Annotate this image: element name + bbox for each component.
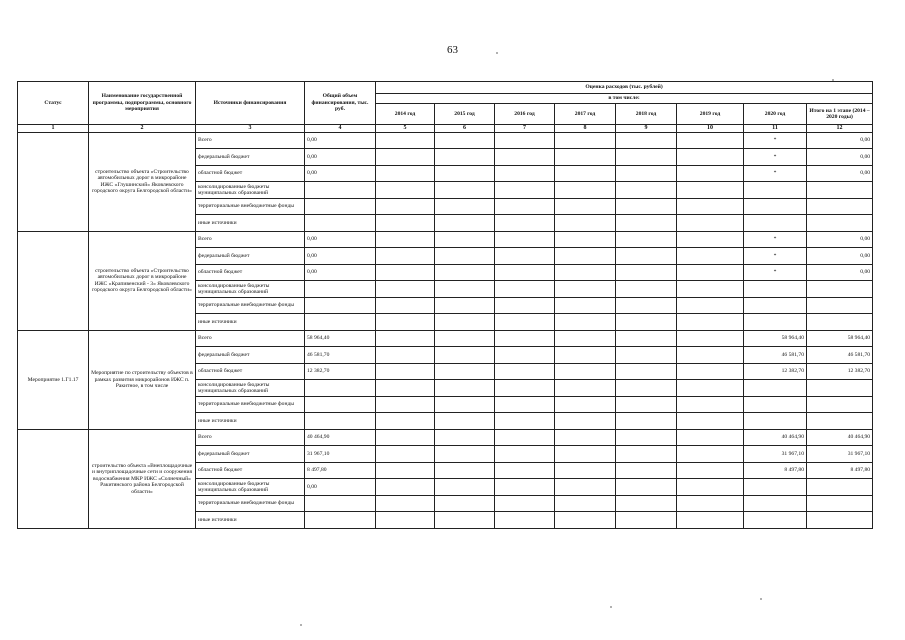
row-total [305, 380, 376, 397]
row-source: территориальные внебюджетные фонды [196, 495, 305, 512]
row-stage-total [807, 495, 873, 512]
row-stage-total [807, 479, 873, 496]
header-estimate: Оценка расходов (тыс. рублей) [376, 82, 873, 94]
row-source: иные источники [196, 314, 305, 331]
year-cell [616, 363, 677, 380]
year-cell [376, 281, 435, 298]
row-stage-total: 40 464,90 [807, 429, 873, 446]
year-cell [435, 149, 495, 166]
year-cell [376, 479, 435, 496]
year-cell [495, 479, 555, 496]
year-cell [677, 429, 744, 446]
row-source: консолидированные бюджеты муниципальных образований [196, 182, 305, 199]
year-cell [495, 330, 555, 347]
row-name: строительство объекта «Строительство автомобильных дорог в микрорайоне ИЖС «Крапивенский - 3» Яковлевского городского округа Белгородской области» [89, 231, 196, 330]
year-cell [555, 396, 616, 413]
year-cell [616, 479, 677, 496]
year-cell [435, 165, 495, 182]
row-total [305, 182, 376, 199]
year-cell [555, 330, 616, 347]
row-total: 0,00 [305, 264, 376, 281]
year-cell [677, 462, 744, 479]
year-cell [376, 347, 435, 364]
year-cell [376, 413, 435, 430]
year-cell [555, 363, 616, 380]
header-including: в том числе: [376, 94, 873, 104]
header-name: Наименование государственной программы, подпрограммы, основного мероприятия [89, 82, 196, 125]
header-status: Статус [18, 82, 89, 125]
row-source: территориальные внебюджетные фонды [196, 396, 305, 413]
row-2020: 8 497,80 [744, 462, 807, 479]
row-2020: * [744, 264, 807, 281]
year-cell [677, 231, 744, 248]
year-cell [555, 347, 616, 364]
year-cell [495, 495, 555, 512]
year-cell [495, 363, 555, 380]
row-stage-total: 12 382,70 [807, 363, 873, 380]
year-cell [495, 462, 555, 479]
row-total [305, 314, 376, 331]
year-cell [555, 512, 616, 529]
year-cell [677, 512, 744, 529]
year-cell [495, 380, 555, 397]
row-stage-total: 58 964,40 [807, 330, 873, 347]
year-cell [677, 446, 744, 463]
year-cell [677, 330, 744, 347]
row-stage-total: 31 967,10 [807, 446, 873, 463]
row-total: 58 964,40 [305, 330, 376, 347]
row-total [305, 413, 376, 430]
row-total: 0,00 [305, 248, 376, 265]
row-source: федеральный бюджет [196, 248, 305, 265]
year-cell [435, 429, 495, 446]
year-cell [677, 248, 744, 265]
year-cell [555, 479, 616, 496]
year-cell [616, 248, 677, 265]
row-stage-total [807, 297, 873, 314]
year-cell [677, 363, 744, 380]
year-cell [616, 281, 677, 298]
row-source: Всего [196, 330, 305, 347]
header-year: 2020 год [744, 104, 807, 125]
year-cell [677, 413, 744, 430]
year-cell [376, 165, 435, 182]
year-cell [435, 413, 495, 430]
year-cell [435, 182, 495, 199]
year-cell [435, 495, 495, 512]
year-cell [677, 165, 744, 182]
row-source: федеральный бюджет [196, 149, 305, 166]
row-stage-total [807, 281, 873, 298]
row-total [305, 396, 376, 413]
year-cell [376, 149, 435, 166]
year-cell [495, 248, 555, 265]
year-cell [376, 446, 435, 463]
year-cell [677, 297, 744, 314]
column-number: 4 [305, 125, 376, 133]
row-2020: * [744, 149, 807, 166]
column-number: 10 [677, 125, 744, 133]
row-total [305, 512, 376, 529]
row-total [305, 495, 376, 512]
year-cell [495, 512, 555, 529]
year-cell [495, 429, 555, 446]
year-cell [555, 198, 616, 215]
year-cell [616, 413, 677, 430]
row-2020 [744, 198, 807, 215]
year-cell [555, 462, 616, 479]
scan-speck [300, 624, 302, 626]
year-cell [555, 380, 616, 397]
row-stage-total [807, 512, 873, 529]
row-source: иные источники [196, 512, 305, 529]
row-source: Всего [196, 231, 305, 248]
year-cell [495, 149, 555, 166]
row-2020 [744, 396, 807, 413]
row-2020 [744, 215, 807, 232]
page-number: 63 [447, 44, 458, 56]
year-cell [677, 149, 744, 166]
row-stage-total [807, 215, 873, 232]
column-number: 8 [555, 125, 616, 133]
year-cell [376, 330, 435, 347]
year-cell [616, 149, 677, 166]
year-cell [435, 396, 495, 413]
year-cell [435, 330, 495, 347]
year-cell [555, 132, 616, 149]
year-cell [376, 132, 435, 149]
row-2020 [744, 297, 807, 314]
year-cell [376, 248, 435, 265]
year-cell [616, 264, 677, 281]
row-stage-total: 46 581,70 [807, 347, 873, 364]
row-stage-total [807, 396, 873, 413]
year-cell [435, 215, 495, 232]
year-cell [616, 132, 677, 149]
header-source: Источники финансирования [196, 82, 305, 125]
year-cell [376, 264, 435, 281]
row-total: 0,00 [305, 149, 376, 166]
year-cell [435, 132, 495, 149]
year-cell [555, 182, 616, 199]
year-cell [677, 198, 744, 215]
row-stage-total [807, 380, 873, 397]
header-year: 2016 год [495, 104, 555, 125]
year-cell [435, 380, 495, 397]
table-row [18, 132, 873, 149]
year-cell [435, 198, 495, 215]
row-stage-total [807, 314, 873, 331]
row-total: 0,00 [305, 165, 376, 182]
row-2020: * [744, 231, 807, 248]
year-cell [677, 347, 744, 364]
row-2020: 46 581,70 [744, 347, 807, 364]
year-cell [616, 297, 677, 314]
year-cell [616, 495, 677, 512]
row-2020: 31 967,10 [744, 446, 807, 463]
year-cell [555, 446, 616, 463]
row-2020 [744, 479, 807, 496]
column-number: 9 [616, 125, 677, 133]
year-cell [376, 462, 435, 479]
year-cell [555, 281, 616, 298]
year-cell [376, 512, 435, 529]
year-cell [376, 231, 435, 248]
year-cell [495, 347, 555, 364]
scan-speck [760, 598, 762, 600]
year-cell [495, 264, 555, 281]
year-cell [555, 231, 616, 248]
row-total: 46 581,70 [305, 347, 376, 364]
year-cell [435, 512, 495, 529]
year-cell [495, 165, 555, 182]
year-cell [376, 198, 435, 215]
row-2020: * [744, 132, 807, 149]
row-source: Всего [196, 132, 305, 149]
year-cell [555, 248, 616, 265]
row-2020: * [744, 165, 807, 182]
row-2020: * [744, 248, 807, 265]
year-cell [616, 182, 677, 199]
row-source: областной бюджет [196, 165, 305, 182]
row-stage-total [807, 182, 873, 199]
year-cell [616, 347, 677, 364]
year-cell [555, 264, 616, 281]
scan-speck [496, 52, 498, 54]
row-source: иные источники [196, 215, 305, 232]
year-cell [376, 380, 435, 397]
year-cell [555, 413, 616, 430]
year-cell [435, 248, 495, 265]
row-total: 0,00 [305, 479, 376, 496]
year-cell [555, 495, 616, 512]
scan-speck [832, 79, 834, 81]
row-total [305, 297, 376, 314]
year-cell [495, 215, 555, 232]
row-status [18, 132, 89, 231]
row-status: Мероприятие 1.Г1.17 [18, 330, 89, 429]
budget-table-body [18, 132, 873, 528]
row-source: областной бюджет [196, 462, 305, 479]
year-cell [677, 495, 744, 512]
header-year: 2014 год [376, 104, 435, 125]
row-source: областной бюджет [196, 264, 305, 281]
year-cell [677, 314, 744, 331]
year-cell [616, 198, 677, 215]
row-total: 12 382,70 [305, 363, 376, 380]
header-year: 2019 год [677, 104, 744, 125]
row-stage-total: 0,00 [807, 264, 873, 281]
year-cell [435, 347, 495, 364]
row-stage-total: 0,00 [807, 231, 873, 248]
row-stage-total: 8 497,80 [807, 462, 873, 479]
column-number: 2 [89, 125, 196, 133]
scan-speck [610, 606, 612, 608]
year-cell [616, 314, 677, 331]
year-cell [555, 314, 616, 331]
year-cell [677, 215, 744, 232]
year-cell [616, 330, 677, 347]
row-name: строительство объекта «Внеплощадочные и внутриплощадочные сети и сооружения водоснабжения МКР ИЖС «Солнечный» Ракитянского района Белгородской области» [89, 429, 196, 528]
table-row [18, 330, 873, 347]
year-cell [555, 297, 616, 314]
row-source: федеральный бюджет [196, 446, 305, 463]
year-cell [555, 215, 616, 232]
year-cell [376, 363, 435, 380]
row-total [305, 198, 376, 215]
year-cell [435, 314, 495, 331]
year-cell [376, 182, 435, 199]
column-number: 7 [495, 125, 555, 133]
column-number: 11 [744, 125, 807, 133]
row-2020 [744, 281, 807, 298]
row-2020 [744, 314, 807, 331]
column-number: 5 [376, 125, 435, 133]
column-number: 12 [807, 125, 873, 133]
row-source: консолидированные бюджеты муниципальных образований [196, 380, 305, 397]
year-cell [555, 429, 616, 446]
year-cell [435, 446, 495, 463]
row-2020 [744, 380, 807, 397]
year-cell [435, 264, 495, 281]
row-stage-total [807, 198, 873, 215]
year-cell [435, 281, 495, 298]
row-source: федеральный бюджет [196, 347, 305, 364]
row-2020 [744, 495, 807, 512]
header-year: 2015 год [435, 104, 495, 125]
year-cell [376, 429, 435, 446]
row-2020: 40 464,90 [744, 429, 807, 446]
row-status [18, 429, 89, 528]
year-cell [376, 396, 435, 413]
row-source: Всего [196, 429, 305, 446]
year-cell [435, 479, 495, 496]
year-cell [616, 446, 677, 463]
year-cell [495, 297, 555, 314]
year-cell [616, 165, 677, 182]
table-row [18, 429, 873, 446]
header-stage-total: Итого на 1 этапе (2014 – 2020 годы) [807, 104, 873, 125]
year-cell [495, 198, 555, 215]
year-cell [495, 182, 555, 199]
year-cell [495, 281, 555, 298]
year-cell [376, 495, 435, 512]
year-cell [616, 396, 677, 413]
year-cell [677, 380, 744, 397]
row-total: 8 497,80 [305, 462, 376, 479]
row-2020 [744, 413, 807, 430]
row-source: консолидированные бюджеты муниципальных образований [196, 281, 305, 298]
year-cell [435, 363, 495, 380]
row-source: областной бюджет [196, 363, 305, 380]
row-name: Мероприятие по строительству объектов в рамках развития микрорайонов ИЖС п. Ракитное, в том числе [89, 330, 196, 429]
header-year: 2018 год [616, 104, 677, 125]
year-cell [495, 314, 555, 331]
year-cell [616, 429, 677, 446]
row-2020: 12 382,70 [744, 363, 807, 380]
year-cell [677, 132, 744, 149]
table-row [18, 231, 873, 248]
row-total: 0,00 [305, 231, 376, 248]
column-number: 3 [196, 125, 305, 133]
year-cell [616, 231, 677, 248]
year-cell [677, 182, 744, 199]
row-2020 [744, 512, 807, 529]
row-stage-total: 0,00 [807, 165, 873, 182]
year-cell [555, 149, 616, 166]
header-year: 2017 год [555, 104, 616, 125]
row-source: консолидированные бюджеты муниципальных образований [196, 479, 305, 496]
year-cell [495, 446, 555, 463]
row-total: 0,00 [305, 132, 376, 149]
row-stage-total: 0,00 [807, 132, 873, 149]
year-cell [677, 281, 744, 298]
year-cell [376, 215, 435, 232]
row-source: территориальные внебюджетные фонды [196, 198, 305, 215]
year-cell [435, 297, 495, 314]
year-cell [677, 396, 744, 413]
year-cell [616, 512, 677, 529]
year-cell [495, 231, 555, 248]
row-status [18, 231, 89, 330]
row-2020 [744, 182, 807, 199]
header-total: Общий объем финансирования, тыс. руб. [305, 82, 376, 125]
row-total: 40 464,90 [305, 429, 376, 446]
row-name: строительство объекта «Строительство автомобильных дорог в микрорайоне ИЖС «Глушинский» Яковлевского городского округа Белгородской области» [89, 132, 196, 231]
year-cell [376, 314, 435, 331]
year-cell [495, 413, 555, 430]
year-cell [677, 479, 744, 496]
year-cell [376, 297, 435, 314]
column-number: 6 [435, 125, 495, 133]
year-cell [555, 165, 616, 182]
year-cell [616, 215, 677, 232]
year-cell [677, 264, 744, 281]
column-number: 1 [18, 125, 89, 133]
row-stage-total: 0,00 [807, 248, 873, 265]
year-cell [616, 462, 677, 479]
row-source: иные источники [196, 413, 305, 430]
budget-table [17, 81, 873, 529]
row-total [305, 281, 376, 298]
row-total: 31 967,10 [305, 446, 376, 463]
row-stage-total: 0,00 [807, 149, 873, 166]
year-cell [495, 132, 555, 149]
year-cell [616, 380, 677, 397]
row-source: территориальные внебюджетные фонды [196, 297, 305, 314]
year-cell [435, 231, 495, 248]
year-cell [435, 462, 495, 479]
year-cell [495, 396, 555, 413]
row-total [305, 215, 376, 232]
row-2020: 58 964,40 [744, 330, 807, 347]
row-stage-total [807, 413, 873, 430]
